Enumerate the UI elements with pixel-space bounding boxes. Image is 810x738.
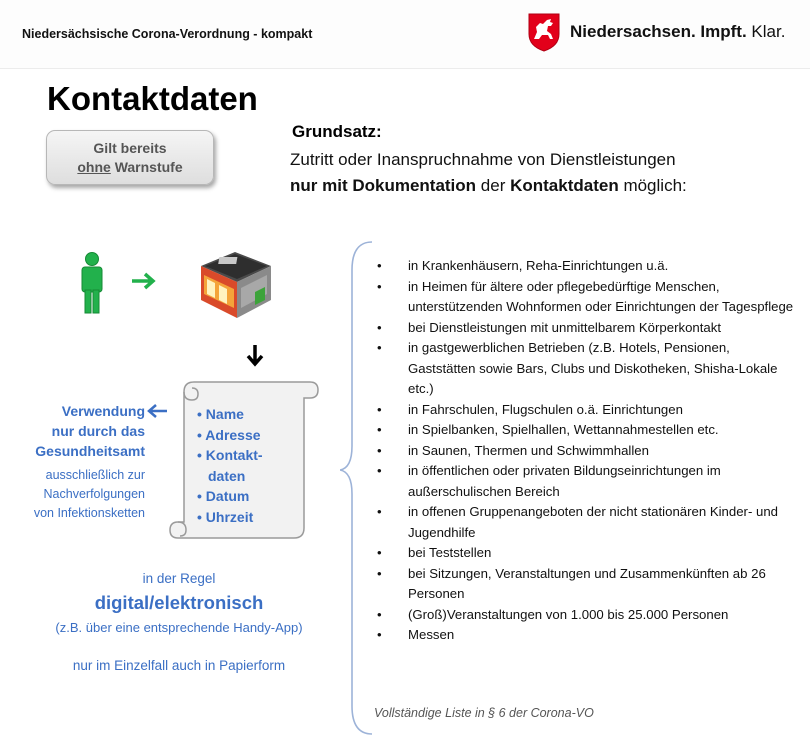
scroll-item: • Uhrzeit bbox=[197, 508, 254, 525]
list-item: • (Groß)Veranstaltungen von 1.000 bis 25.000 Personen bbox=[377, 606, 729, 622]
building-icon bbox=[195, 248, 275, 322]
arrow-down-icon bbox=[245, 344, 265, 368]
method-exception: nur im Einzelfall auch in Papierform bbox=[72, 658, 286, 673]
badge-line1: Gilt bereits bbox=[93, 140, 167, 156]
method-example: (z.B. über eine entsprechende Handy-App) bbox=[55, 620, 303, 635]
scroll-item: • Kontakt- bbox=[197, 447, 263, 463]
list-item: • in Heimen für ältere oder pflegebedürftige Menschen, unterstützenden Wohnformen oder Einrichtungen der Tagespflege bbox=[377, 278, 794, 314]
list-item: • in Krankenhäusern, Reha-Einrichtungen u.ä. bbox=[377, 258, 669, 273]
curly-brace bbox=[340, 240, 374, 736]
usage-body bbox=[10, 466, 145, 523]
scroll-item: daten bbox=[208, 467, 246, 484]
page-title: Kontaktdaten bbox=[47, 80, 258, 117]
usage-body-line: Nachverfolgungen bbox=[43, 487, 145, 501]
usage-heading-line: Verwendung bbox=[61, 403, 145, 419]
warnstufe-badge bbox=[46, 130, 214, 185]
method-main: digital/elektronisch bbox=[94, 592, 264, 613]
usage-heading bbox=[20, 401, 145, 461]
list-item: • in öffentlichen oder privaten Bildungseinrichtungen im außerschulischen Bereich bbox=[377, 463, 721, 499]
scroll-item: • Datum bbox=[197, 488, 250, 504]
scroll-item: • Adresse bbox=[197, 426, 261, 443]
usage-body-line: ausschließlich zur bbox=[45, 468, 145, 482]
grundsatz-text bbox=[290, 147, 770, 199]
list-item: • in Spielbanken, Spielhallen, Wettannahmestellen etc. bbox=[377, 422, 719, 437]
logo-wordmark bbox=[570, 22, 785, 42]
scroll-item: • Name bbox=[197, 406, 244, 422]
list-item: • in gastgewerblichen Betrieben (z.B. Hotels, Pensionen, Gaststätten sowie Bars, Clubs und Diskotheken, Shisha-Lokale etc.) bbox=[377, 340, 778, 396]
person-icon bbox=[78, 252, 106, 314]
grundsatz-mid: der bbox=[476, 176, 511, 195]
badge-line2-rest: Warnstufe bbox=[110, 159, 183, 175]
scroll-list bbox=[197, 404, 263, 527]
list-item: • in Fahrschulen, Flugschulen o.ä. Einrichtungen bbox=[377, 401, 683, 417]
grundsatz-heading: Grundsatz: bbox=[292, 122, 382, 141]
footnote: Vollständige Liste in § 6 der Corona-VO bbox=[374, 706, 594, 720]
list-item: • bei Teststellen bbox=[377, 545, 492, 560]
usage-body-line: von Infektionsketten bbox=[33, 506, 145, 520]
location-list bbox=[375, 256, 795, 646]
usage-heading-line: nur durch das bbox=[51, 423, 145, 439]
grundsatz-bold2: Kontaktdaten bbox=[510, 176, 619, 195]
niedersachsen-horse-logo-icon bbox=[527, 12, 561, 52]
list-item: • in Saunen, Thermen und Schwimmhallen bbox=[377, 442, 649, 458]
list-item: • bei Dienstleistungen mit unmittelbarem Körperkontakt bbox=[377, 319, 721, 335]
list-item: • Messen bbox=[377, 627, 455, 642]
list-item: • bei Sitzungen, Veranstaltungen und Zusammenkünften ab 26 Personen bbox=[377, 565, 766, 601]
grundsatz-bold1: nur mit Dokumentation bbox=[290, 176, 477, 195]
badge-line2 bbox=[47, 158, 213, 177]
header-title: Niedersächsische Corona-Verordnung - kompakt bbox=[22, 27, 313, 41]
arrow-left-icon bbox=[146, 403, 168, 419]
grundsatz-end: möglich: bbox=[618, 176, 687, 195]
method-intro: in der Regel bbox=[142, 571, 216, 586]
logo-bold-text: Niedersachsen. Impft. bbox=[570, 22, 747, 41]
badge-underlined-word: ohne bbox=[77, 159, 111, 175]
arrow-right-icon bbox=[131, 271, 157, 291]
list-item: • in offenen Gruppenangeboten der nicht stationären Kinder- und Jugendhilfe bbox=[377, 504, 779, 540]
usage-heading-line: Gesundheitsamt bbox=[35, 443, 145, 459]
grundsatz-line1: Zutritt oder Inanspruchnahme von Dienstleistungen bbox=[290, 150, 676, 169]
grundsatz-line2 bbox=[290, 173, 770, 199]
logo-regular-text: Klar. bbox=[746, 22, 786, 41]
